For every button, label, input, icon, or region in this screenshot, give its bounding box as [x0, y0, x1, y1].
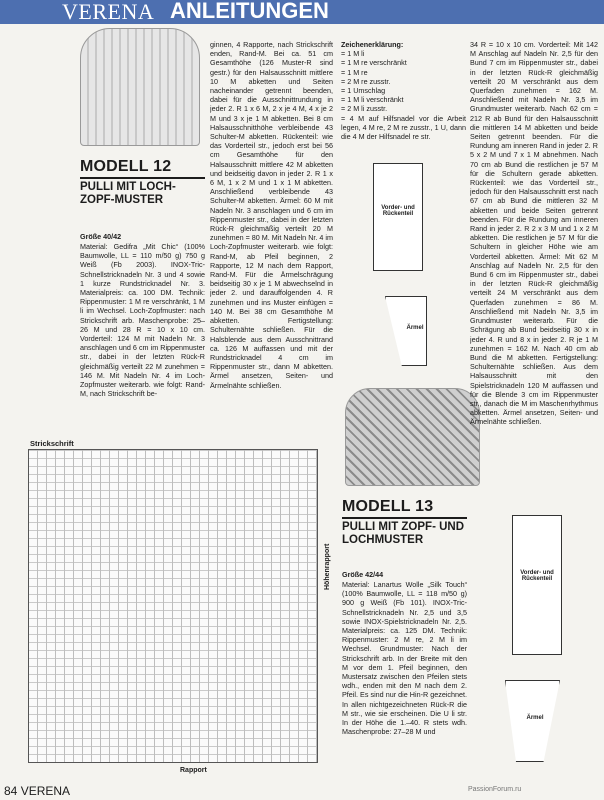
model13-body-schema [512, 515, 562, 655]
model12-sweater-image [80, 28, 200, 146]
model12-subtitle: PULLI MIT LOCH-ZOPF-MUSTER [80, 181, 176, 206]
page-header [0, 0, 604, 24]
chart-title: Strickschrift [30, 439, 74, 448]
model12-text-continued: ginnen, 4 Rapporte, nach Strickschrift enden, Rand-M. Bei ca. 51 cm Gesamthöhe (126 Muster-R sind gestr.) für den Halsausschnitt mittlere 10 M abketten und Seiten nacheinander getrennt beenden, dabei für die Ausschnittrundung in jeder 2. R 1 x 6 M, 2 x je 4 M, 4 x je 2 M und 3 x je 1 M abketten. Bei 8 cm Halsausschnitthöhe verbleibende 43 Schulter-M abketten. Rückenteil: wie das Vorderteil str., jedoch erst bei 56 cm Gesamthöhe für den Halsausschnitt mittlere 42 M abketten und beidseitig davon in jeder 2. R 1 x 6 M, 1 x 2 M und 1 x 1 M abketten. Anschließend verbleibende 43 Schulter-M abketten. Ärmel: 60 M mit Nadeln Nr. 3 anschlagen und 6 cm im Rippenmuster str., dabei in der letzten Rück-R gleichmäßig verteilt 20 M zunehmen = 80 M. Mit Nadeln Nr. 4 im Loch-Zopfmuster weiterarb. wie folgt: Rand-M, ab Pfeil beginnen, 2 Rapporte, 12 M nach dem Rapport, Rand-M. Für die Ärmelschrägung beidseitig 30 x je 1 M abwechselnd in jeder 2. und darauffolgenden 4. R zunehmen und ins Muster einfügen = 140 M. Bei 38 cm Gesamthöhe M abketten. Fertigstellung: Schulternähte schließen. Für die Halsblende aus dem Ausschnittrand ca. 126 M auffassen und mit der Rundstricknadel 4 cm im Rippenmuster str., dann M abketten. Ärmel ansetzen, Seiten- und Ärmelnähte schließen. [210, 40, 333, 390]
chart-rapport-vertical: Höhenrapport [324, 543, 331, 590]
model13-text-right: 34 R = 10 x 10 cm. Vorderteil: Mit 142 M Anschlag auf Nadeln Nr. 2,5 für den Bund 7 cm im Rippenmuster str., dabei in der letzten Rück-R gleichmäßig verteilt 20 M verschränkt aus dem Querfaden zunehmen = 162 M. Anschließend mit Nadeln Nr. 3,5 im Grundmuster weiterarb. Nach 62 cm = 212 R ab Bund für den Halsausschnitt die mittleren 14 M abketten und beide Seiten getrennt beenden. Für die Rundung am inneren Rand in jeder 2. R 5 x 2 M und 7 x 1 M abnehmen. Nach 70 cm ab Bund die restlichen je 57 M für die Schultern gerade abketten. Rückenteil: wie das Vorderteil str., jedoch für den Halsausschnitt erst nach 67 cm ab Bund die mittleren 32 M abketten und beide Seiten getrennt beenden. Für die Rundung am inneren Rand in jeder 2. R 2 x 3 M und 1 x 2 M abketten. Die restlichen je 57 M für die Schultern in gleicher Höhe wie am Vorderteil abketten. Ärmel: Mit 62 M Anschlag auf Nadeln Nr. 2,5 für den Bund 6 cm im Rippenmuster str., dabei in der letzten Rück-R gleichmäßig verteilt 24 M verschränkt aus dem Querfaden zunehmen = 86 M. Anschließend mit Nadeln Nr. 3,5 im Grundmuster weiterarb. Für die Schrägung ab Bund beidseitig 30 x in jeder 4. R und 8 x in jeder 2. R je 1 M zunehmen = 162 M. Nach 40 cm ab Bund die M abketten. Fertigstellung: Schulternähte schließen. Aus dem Halsausschnitt mit den Spielstricknadeln 120 M auffassen und für die Blende 3 cm im Rippenmuster str., danach die M im Maschenrhythmus abketten. Ärmel ansetzen, Seiten- und Ärmelnähte schließen. [470, 40, 598, 427]
legend-item: = 1 M li verschränkt [341, 95, 404, 105]
magazine-brand: VERENA [62, 0, 155, 24]
model13-title: MODELL 13 [342, 498, 434, 515]
legend-item: = 2 M re zusstr. [341, 76, 391, 86]
knitting-chart [28, 449, 318, 763]
model13-text: Material: Lanartus Wolle „Silk Touch“ (100% Baumwolle, LL = 118 m/50 g) 900 g Weiß (Fb 101). INOX-Tric-Schnellstricknadeln Nr. 2,5 und 3,5 sowie INOX-Spielstricknadeln Nr. 2,5. Materialpreis: ca. 125 DM. Technik: Rippenmuster: 2 M re, 2 M li im Wechsel. Grundmuster: Nach der Strickschrift arb. In der Breite mit den M vor dem 1. Pfeil beginnen, den Mustersatz zwischen den Pfeilen stets wdh., enden mit den M nach dem 2. Pfeil. Es sind nur die Hin-R gezeichnet. In allen nichtgezeichneten Rück-R die M str., wie sie erscheinen. Die U li str. In der Höhe die 1.–40. R stets wdh. Maschenprobe: 27–28 M und [342, 580, 467, 737]
page-number: 84 [4, 784, 18, 798]
model12-size: Größe 40/42 [80, 232, 122, 241]
page-footer [4, 784, 70, 798]
model12-text: Material: Gedifra „Mit Chic“ (100% Baumwolle, LL = 110 m/50 g) 750 g Weiß (Fb 2003). INOX-Tric-Schnellstricknadeln Nr. 3 und 4 sowie 1 kurze Rundstricknadel Nr. 3. Materialpreis: ca. 100 DM. Technik: Rippenmuster: 1 M re verschränkt, 1 M li im Wechsel. Loch-Zopfmuster: nach Strickschrift arb. Maschenprobe: 25–26 M und 28 R = 10 x 10 cm. Vorderteil: 124 M mit Nadeln Nr. 3 anschlagen und 6 cm im Rippenmuster str., dabei in der letzten Rück-R gleichmäßig verteilt 22 M zunehmen = 146 M. Mit Nadeln Nr. 4 im Loch-Zopfmuster weiterarb. wie folgt: Rand-M, nach Strickschrift be- [80, 242, 205, 399]
section-title: ANLEITUNGEN [170, 0, 329, 23]
model13-sleeve-schema [505, 680, 560, 762]
legend [341, 40, 466, 141]
model12-sleeve-schema [385, 296, 427, 366]
watermark: PassionForum.ru [468, 786, 522, 793]
model12-body-schema [373, 163, 423, 271]
legend-item: = 1 M re verschränkt [341, 58, 407, 68]
legend-item: = 2 M li zusstr. [341, 104, 388, 114]
legend-item: = 1 Umschlag [341, 86, 386, 96]
legend-item: = 1 M li [341, 49, 365, 59]
legend-item: = 4 M auf Hilfsnadel vor die Arbeit legen, 4 M re, 2 M re zusstr., 1 U, dann die 4 M der Hilfsnadel re str. [341, 113, 466, 142]
model12-title: MODELL 12 [80, 158, 172, 175]
schema-label: Ärmel [406, 325, 424, 331]
chart-rapport-horizontal: Rapport [180, 767, 207, 774]
schema-label: Vorder- und Rückenteil [520, 570, 554, 582]
legend-item: = 1 M re [341, 67, 368, 77]
model13-size: Größe 42/44 [342, 570, 384, 579]
model13-subtitle: PULLI MIT ZOPF- UND LOCHMUSTER [342, 521, 465, 546]
model13-sweater-image [345, 388, 480, 486]
footer-brand: VERENA [20, 784, 71, 798]
legend-title: Zeichenerklärung: [341, 40, 404, 49]
schema-label: Ärmel [526, 715, 544, 721]
model12-rule [80, 177, 205, 179]
model13-rule [342, 517, 467, 519]
schema-label: Vorder- und Rückenteil [381, 205, 415, 217]
